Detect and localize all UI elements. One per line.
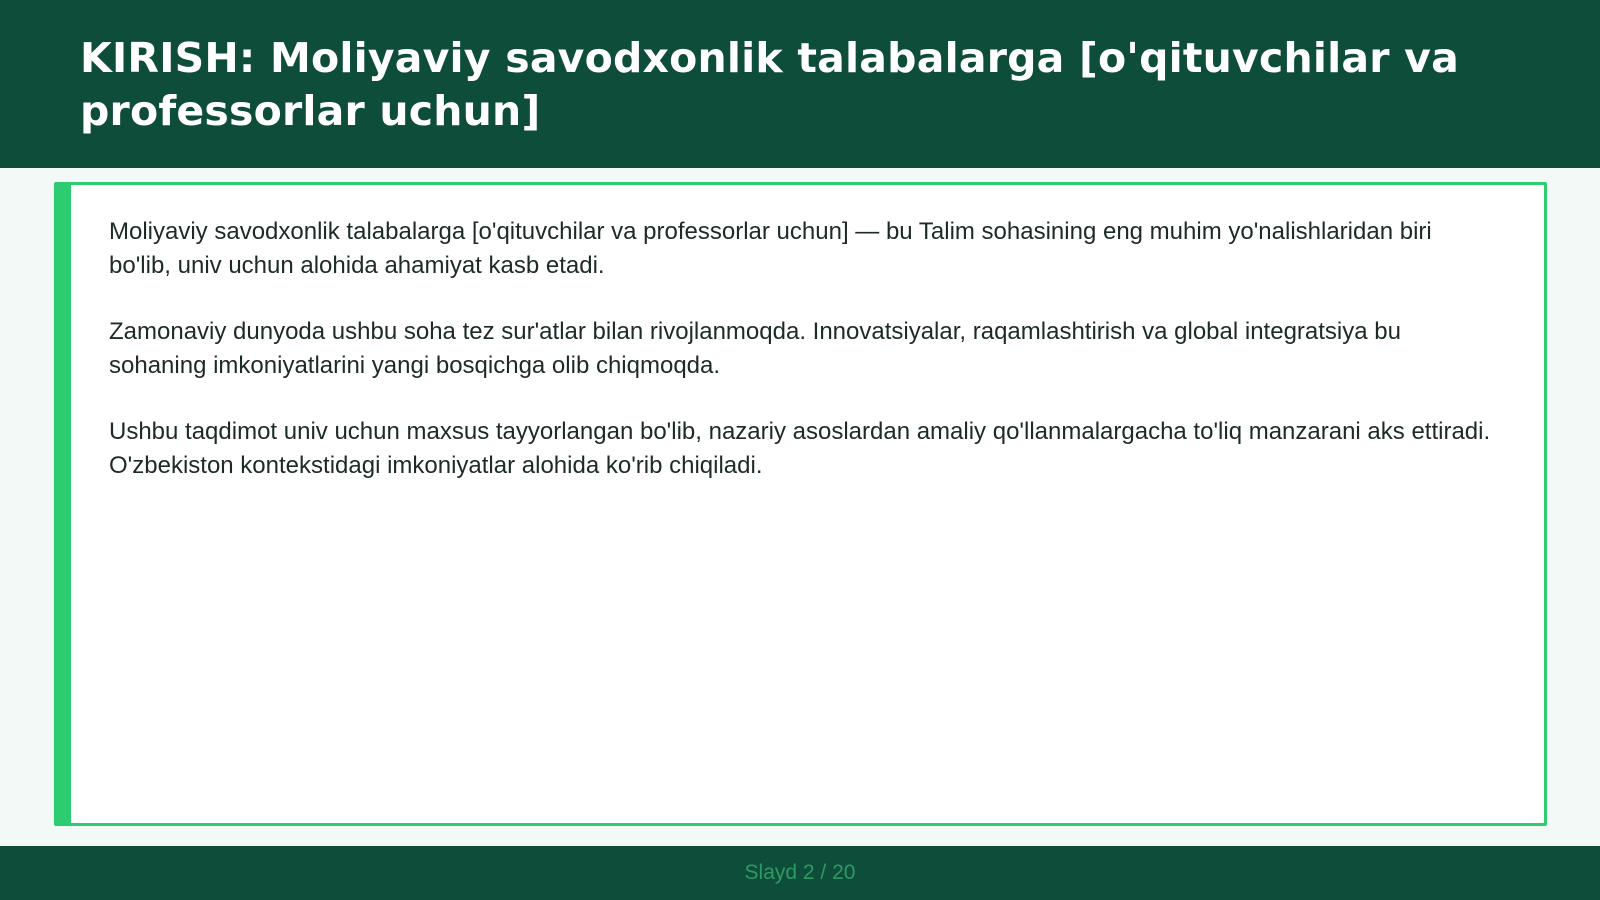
slide-counter: Slayd 2 / 20 [744, 861, 856, 884]
slide-title: KIRISH: Moliyaviy savodxonlik talabalarga [o'qituvchilar va professorlar uchun] [80, 34, 1459, 135]
intro-paragraph-1: Moliyaviy savodxonlik talabalarga [o'qituvchilar va professorlar uchun] — bu Talim sohasining eng muhim yo'nalishlaridan biri bo'lib, univ uchun alohida ahamiyat kasb etadi. [109, 218, 1432, 279]
slide-header [0, 0, 1600, 168]
content-panel [54, 182, 1547, 826]
intro-paragraph-3: Ushbu taqdimot univ uchun maxsus tayyorlangan bo'lib, nazariy asoslardan amaliy qo'llanmalargacha to'liq manzarani aks ettiradi. O'zbekiston kontekstidagi imkoniyatlar alohida ko'rib chiqiladi. [109, 418, 1491, 479]
intro-paragraph-2: Zamonaviy dunyoda ushbu soha tez sur'atlar bilan rivojlanmoqda. Innovatsiyalar, raqamlashtirish va global integratsiya bu sohaning imkoniyatlarini yangi bosqichga olib chiqmoqda. [109, 318, 1401, 379]
slide-footer [0, 846, 1600, 900]
